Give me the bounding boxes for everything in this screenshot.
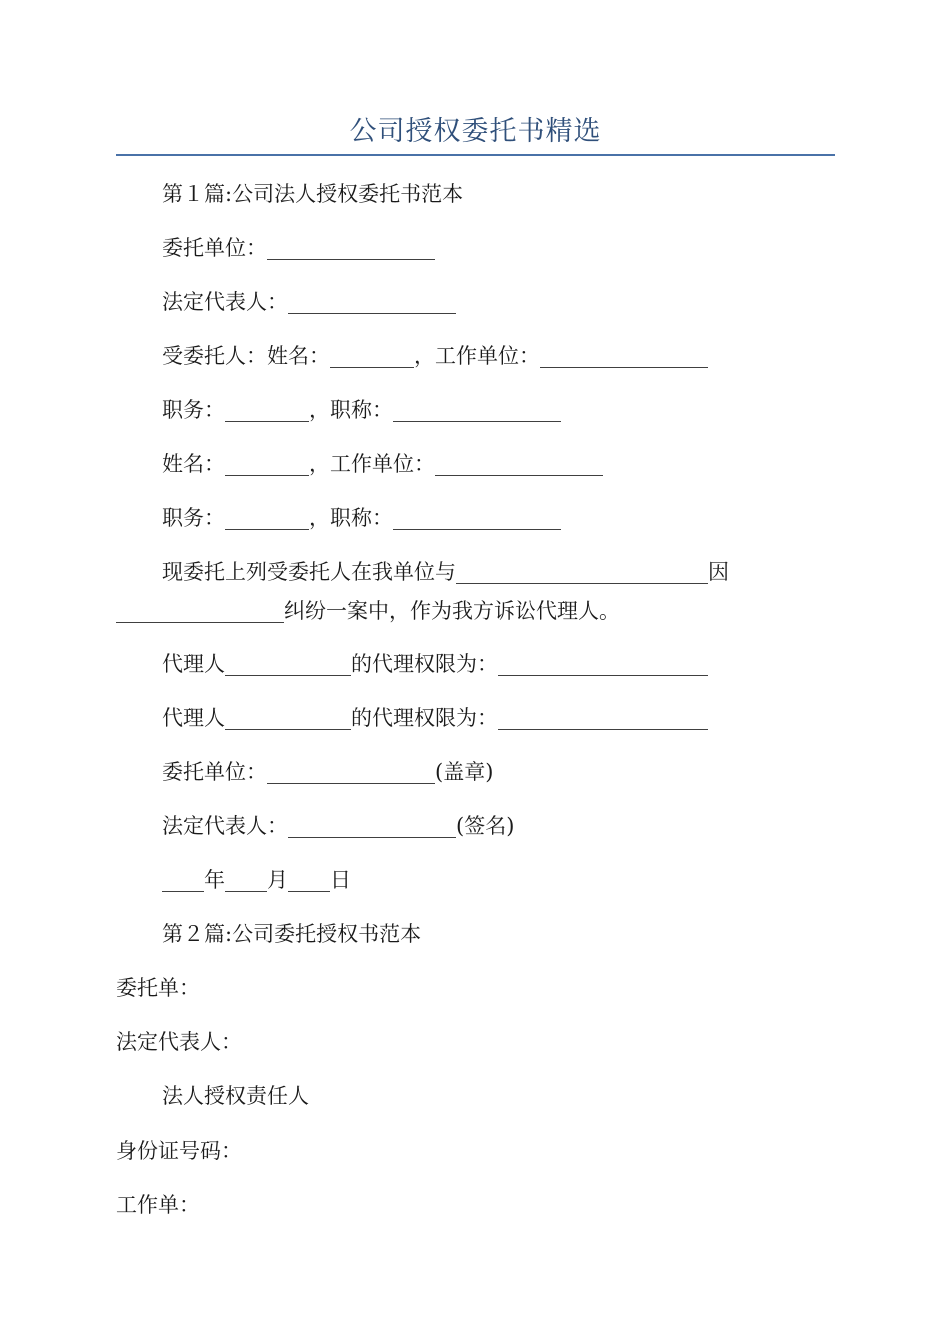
title-underline	[116, 154, 835, 156]
agent-2-name-line: 姓名：________，工作单位：________________	[162, 452, 603, 476]
delegating-unit-label: 委托单：	[116, 976, 200, 1000]
section-2-heading: 第２篇:公司委托授权书范本	[162, 922, 422, 946]
id-number-label: 身份证号码：	[116, 1139, 242, 1163]
authorized-person-label: 法人授权责任人	[162, 1084, 309, 1108]
agent-2-position-line: 职务：________，职称：________________	[162, 506, 561, 530]
agent-1-name-line: 受委托人：姓名：________，工作单位：________________	[162, 344, 708, 368]
delegating-unit-line: 委托单位：________________	[162, 236, 435, 260]
legal-representative-line: 法定代表人：________________	[162, 290, 456, 314]
agent-1-position-line: 职务：________，职称：________________	[162, 398, 561, 422]
date-line: ____年____月____日	[162, 868, 351, 892]
agent-1-authority-line: 代理人____________的代理权限为：____________________	[162, 652, 708, 676]
agent-2-authority-line: 代理人____________的代理权限为：____________________	[162, 706, 708, 730]
entrust-statement-line-2: ________________纠纷一案中，作为我方诉讼代理人。	[116, 599, 620, 623]
entrust-statement-line-1: 现委托上列受委托人在我单位与________________________因	[162, 560, 729, 584]
legal-representative-label: 法定代表人：	[116, 1030, 242, 1054]
work-unit-label: 工作单：	[116, 1193, 200, 1217]
section-1-heading: 第１篇:公司法人授权委托书范本	[162, 182, 464, 206]
document-title: 公司授权委托书精选	[349, 116, 602, 147]
delegating-unit-seal-line: 委托单位：________________(盖章)	[162, 760, 494, 784]
legal-representative-signature-line: 法定代表人：________________(签名)	[162, 814, 515, 838]
